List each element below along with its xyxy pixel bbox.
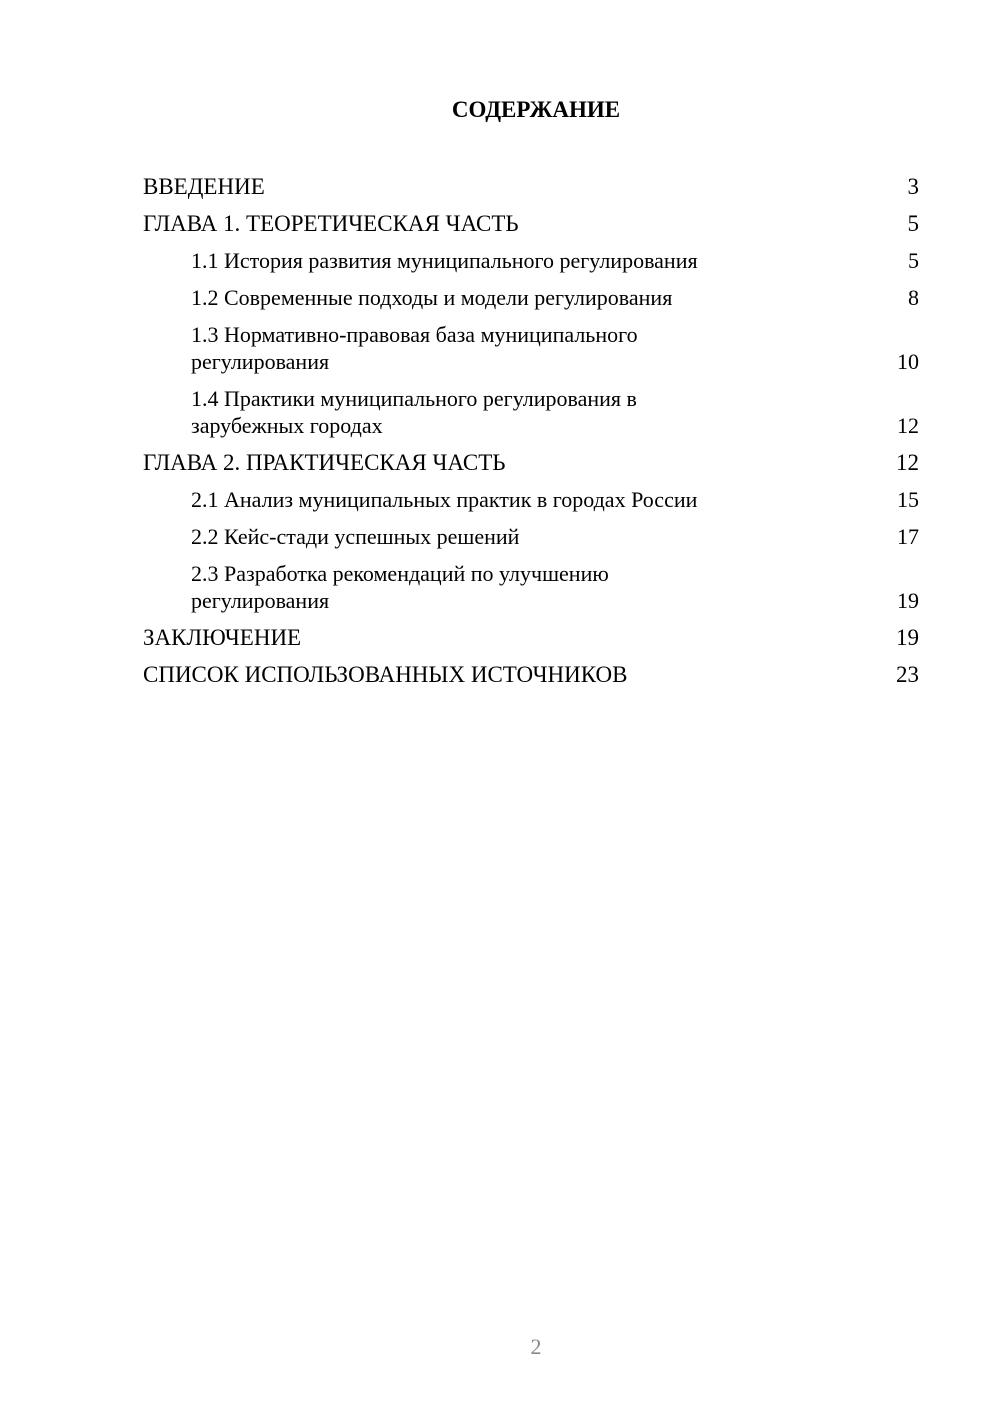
toc-entry-page: 17 xyxy=(897,524,919,549)
toc-entry-section-2-1[interactable] xyxy=(143,481,919,518)
toc-entry-page: 15 xyxy=(897,487,919,512)
toc-entry-section-1-2[interactable] xyxy=(143,279,919,316)
toc-entry-chapter-1[interactable] xyxy=(143,205,919,242)
toc-entry-label: 1.1 История развития муниципального регулирования xyxy=(191,248,698,273)
toc-entry-label: ГЛАВА 2. ПРАКТИЧЕСКАЯ ЧАСТЬ xyxy=(143,450,506,475)
toc-entry-label: 2.2 Кейс-стади успешных решений xyxy=(191,524,520,549)
toc-entry-page: 5 xyxy=(907,211,919,236)
toc-entry-page: 8 xyxy=(908,285,919,310)
toc-entry-section-2-3[interactable] xyxy=(143,555,919,619)
toc-entry-section-1-3[interactable] xyxy=(143,316,919,380)
toc-entry-page: 23 xyxy=(896,662,919,687)
page-number: 2 xyxy=(530,1334,542,1359)
toc-entry-label: СПИСОК ИСПОЛЬЗОВАННЫХ ИСТОЧНИКОВ xyxy=(143,662,628,687)
toc-entry-label: 1.3 Нормативно-правовая база муниципального регулирования xyxy=(191,322,638,374)
toc-entry-page: 19 xyxy=(897,588,919,613)
toc-entry-page: 10 xyxy=(897,349,919,374)
toc-entry-label: ВВЕДЕНИЕ xyxy=(143,174,265,199)
toc-entry-page: 19 xyxy=(896,625,919,650)
toc-entry-label: 1.4 Практики муниципального регулирования в зарубежных городах xyxy=(191,386,637,438)
toc-entry-conclusion[interactable] xyxy=(143,619,919,656)
toc-entry-label: 2.3 Разработка рекомендаций по улучшению регулирования xyxy=(191,561,609,613)
toc-entry-page: 5 xyxy=(908,248,919,273)
toc-entry-page: 3 xyxy=(907,174,919,199)
toc-entry-section-1-4[interactable] xyxy=(143,380,919,444)
toc-entry-references[interactable] xyxy=(143,656,919,693)
page-title: СОДЕРЖАНИЕ xyxy=(451,97,621,122)
toc-entry-label: ГЛАВА 1. ТЕОРЕТИЧЕСКАЯ ЧАСТЬ xyxy=(143,211,519,236)
toc-entry-introduction[interactable] xyxy=(143,168,919,205)
toc-entry-label: 2.1 Анализ муниципальных практик в городах России xyxy=(191,487,698,512)
toc-entry-section-2-2[interactable] xyxy=(143,518,919,555)
toc-entry-page: 12 xyxy=(897,413,919,438)
toc-entry-page: 12 xyxy=(896,450,919,475)
toc-entry-label: ЗАКЛЮЧЕНИЕ xyxy=(143,625,302,650)
toc-entry-chapter-2[interactable] xyxy=(143,444,919,481)
toc-entry-section-1-1[interactable] xyxy=(143,242,919,279)
toc-entry-label: 1.2 Современные подходы и модели регулирования xyxy=(191,285,673,310)
table-of-contents xyxy=(143,168,919,693)
